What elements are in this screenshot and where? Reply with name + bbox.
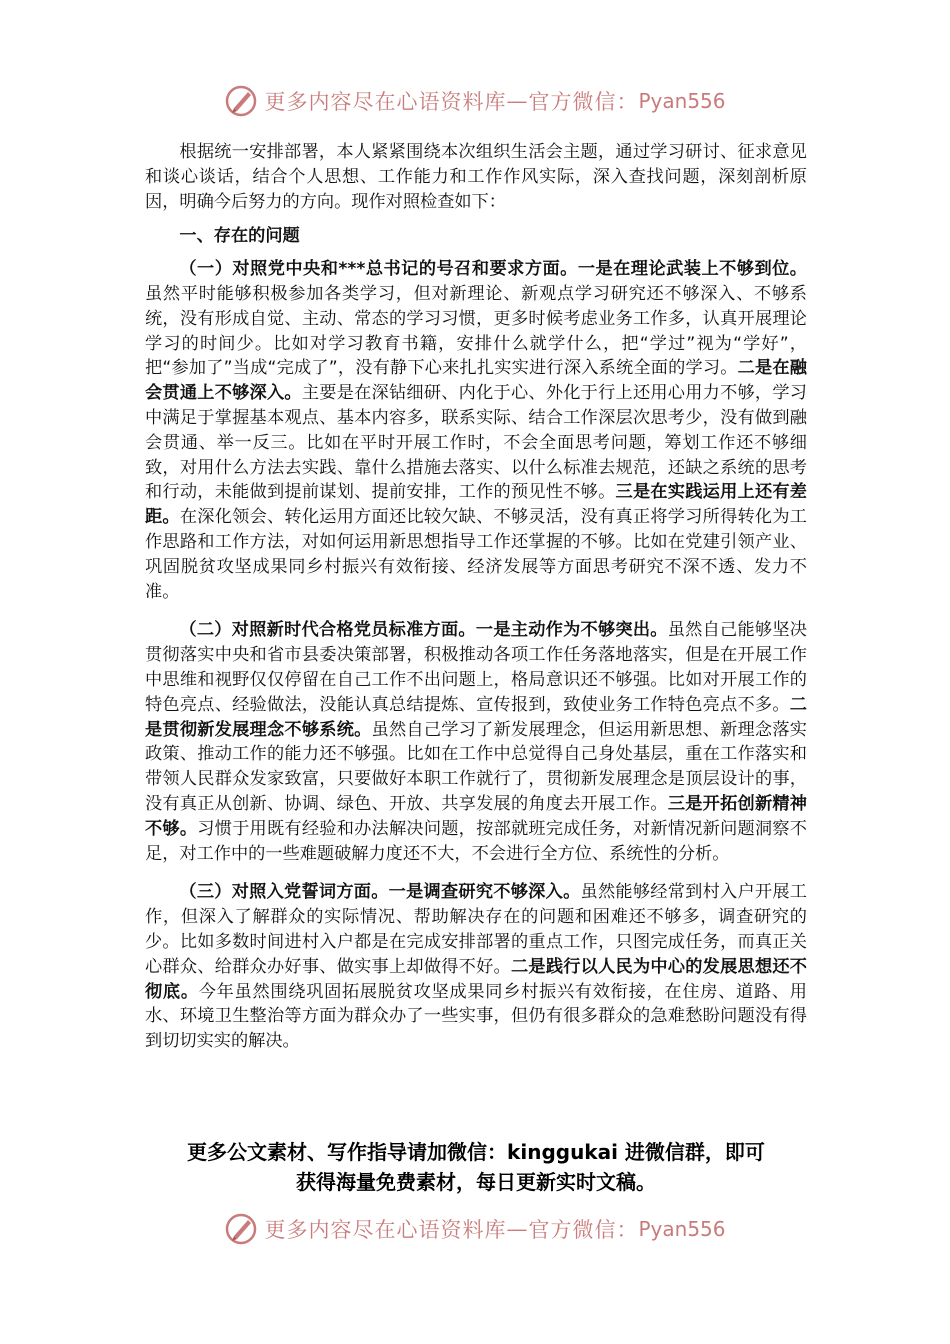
point-title: 一是主动作为不够突出。 [475,620,668,641]
watermark-header [0,84,950,118]
point-title: 二是践行以人民为中心的发展思想还不彻底。 [145,956,807,1002]
intro-paragraph: 根据统一安排部署，本人紧紧围绕本次组织生活会主题，通过学习研讨、征求意见和谈心谈话，结合个人思想、工作能力和工作作风实际，深入查找问题，深刻剖析原因，明确今后努力的方向。现作对照检查如下： [145,142,807,212]
item-heading: （三）对照入党誓词方面。 [179,882,389,903]
watermark-wechat-id: Pyan556 [638,89,726,113]
document-body [145,140,807,1054]
paragraph-item-2 [145,618,807,866]
item-heading: （一）对照党中央和***总书记的号召和要求方面。 [179,259,578,280]
promo-banner [145,1137,807,1197]
point-title: 一是调查研究不够深入。 [388,882,581,903]
watermark-footer [0,1212,950,1246]
watermark-text: 更多内容尽在心语资料库 [264,90,507,114]
point-text: 习惯于用既有经验和办法解决问题，按部就班完成任务，对新情况新问题洞察不足，对工作中的一些难题破解力度还不大，不会进行全方位、系统性的分析。 [145,818,807,864]
point-text: 虽然平时能够积极参加各类学习，但对新理论、新观点学习研究还不够深入、不够系统，没有形成自觉、主动、常态的学习习惯，更多时候考虑业务工作多，认真开展理论学习的时间少。比如对学习教育书籍，安排什么就学什么，把“学过”视为“学好”，把“参加了”当成“完成了”，没有静下心来扎扎实实进行深入系统全面的学习。 [145,283,807,379]
point-title: 三是在实践运用上还有差距。 [145,482,807,528]
item-heading: （二）对照新时代合格党员标准方面。 [179,620,476,641]
watermark-dash: — [506,89,529,113]
point-text: 虽然自己学习了新发展理念，但运用新思想、新理念落实政策、推动工作的能力还不够强。比如在工作中总觉得自己身处基层，重在工作落实和带领人民群众发家致富，只要做好本职工作就行了，贯彻新发展理念是顶层设计的事，没有真正从创新、协调、绿色、开放、共享发展的角度去开展工作。 [145,719,807,814]
point-title: 二是在融会贯通上不够深入。 [145,358,807,404]
point-text: 虽然自己能够坚决贯彻落实中央和省市县委决策部署，积极推动各项工作任务落地落实，但是在开展工作中思维和视野仅仅停留在自己工作不出问题上，格局意识还不够强。比如对开展工作的特色亮点、经验做法，没能认真总结提炼、宣传报到，致使业务工作特色亮点不多。 [145,620,807,715]
pen-logo-icon [224,84,258,118]
point-text: 虽然能够经常到村入户开展工作，但深入了解群众的实际情况、帮助解决存在的问题和困难还不够多，调查研究的少。比如多数时间进村入户都是在完成安排部署的重点工作，只图完成任务，而真正关心群众、给群众办好事、做实事上却做得不好。 [145,882,807,977]
point-text: 在深化领会、转化运用方面还比较欠缺、不够灵活，没有真正将学习所得转化为工作思路和工作方法，对如何运用新思想指导工作还掌握的不够。比如在党建引领产业、巩固脱贫攻坚成果同乡村振兴有效衔接、经济发展等方面思考研究不深不透、发力不准。 [145,507,807,602]
pen-logo-icon [224,1212,258,1246]
promo-line-2: 获得海量免费素材，每日更新实时文稿。 [296,1170,656,1194]
paragraph-item-3 [145,880,807,1054]
point-text: 主要是在深钻细研、内化于心、外化于行上还用心用力不够，学习中满足于掌握基本观点、基本内容多，联系实际、结合工作深层次思考少，没有做到融会贯通、举一反三。比如在平时开展工作时，不会全面思考问题，筹划工作还不够细致，对用什么方法去实践、靠什么措施去落实、以什么标准去规范，还缺之系统的思考和行动，未能做到提前谋划、提前安排，工作的预见性不够。 [145,383,807,503]
point-title: 一是在理论武装上不够到位。 [577,259,807,280]
watermark-label: 官方微信： [528,90,639,114]
point-text: 今年虽然围绕巩固拓展脱贫攻坚成果同乡村振兴有效衔接，在住房、道路、用水、环境卫生整治等方面为群众办了一些实事，但仍有很多群众的急难愁盼问题没有得到切切实实的解决。 [145,981,807,1052]
point-title: 二是贯彻新发展理念不够系统。 [145,694,807,740]
promo-line-1: 更多公文素材、写作指导请加微信：kinggukai 进微信群，即可 [187,1140,765,1164]
watermark-label: 官方微信： [528,1218,639,1242]
point-title: 三是开拓创新精神不够。 [145,793,807,839]
paragraph-item-1 [145,257,807,604]
section-heading: 一、存在的问题 [179,226,300,247]
watermark-wechat-id: Pyan556 [638,1217,726,1241]
watermark-dash: — [506,1217,529,1241]
watermark-text: 更多内容尽在心语资料库 [264,1218,507,1242]
